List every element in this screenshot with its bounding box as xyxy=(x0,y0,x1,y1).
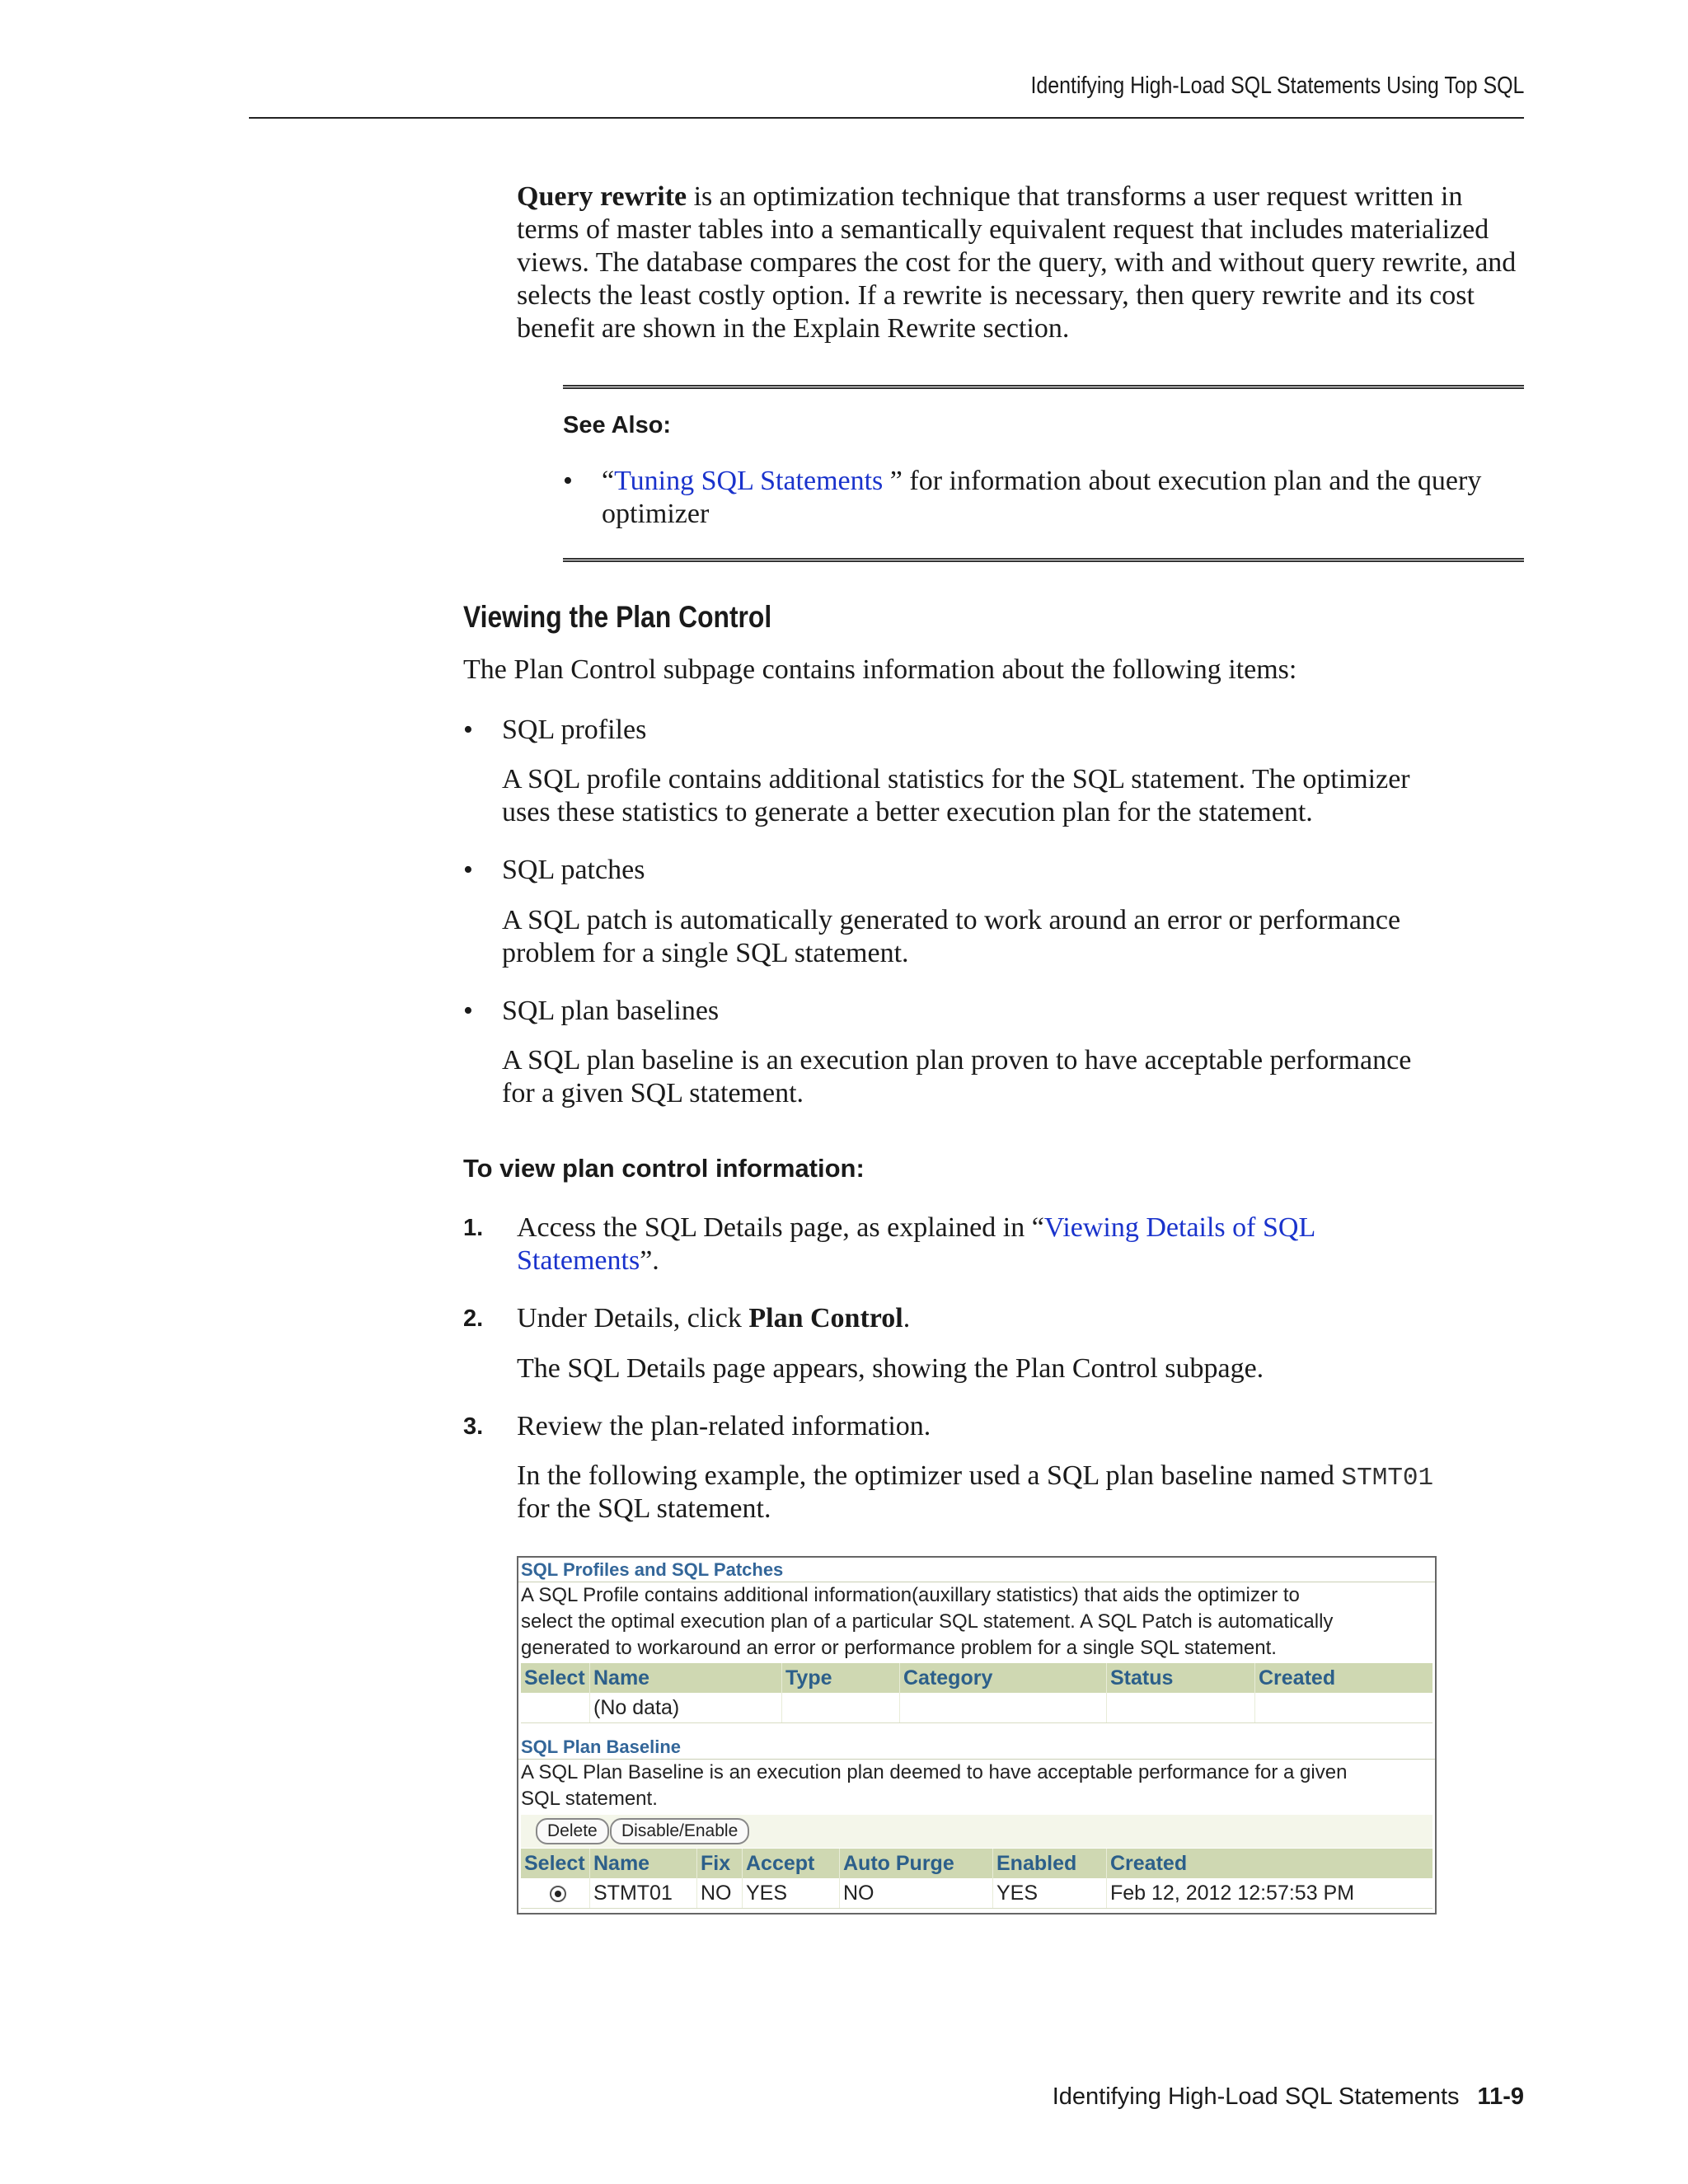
column-header[interactable]: Type xyxy=(782,1663,900,1693)
column-header[interactable]: Fix xyxy=(697,1849,743,1878)
list-item-desc: uses these statistics to generate a better execution plan for the statement. xyxy=(502,797,1313,827)
list-item-label: SQL profiles xyxy=(502,715,647,745)
see-also-desc: ” for information about execution plan and the query optimizer xyxy=(602,466,1482,529)
see-also-item xyxy=(563,465,1519,531)
see-also-title: See Also: xyxy=(563,412,672,438)
code-stmt01: STMT01 xyxy=(1341,1464,1434,1493)
step-2-bold: Plan Control xyxy=(748,1303,903,1333)
profiles-table-header xyxy=(521,1663,1432,1693)
query-rewrite-term: Query rewrite xyxy=(517,181,687,212)
link-tuning-sql-statements[interactable]: Tuning SQL Statements xyxy=(614,466,884,496)
column-header[interactable]: Name xyxy=(590,1663,782,1693)
table-row xyxy=(521,1878,1432,1909)
no-data-cell: (No data) xyxy=(590,1693,782,1722)
delete-button[interactable]: Delete xyxy=(536,1818,609,1844)
see-also-text xyxy=(563,465,1519,531)
table-cell xyxy=(1255,1693,1432,1722)
list-item-desc: problem for a single SQL statement. xyxy=(502,938,909,968)
bullet-icon: • xyxy=(563,466,573,496)
footer-title: Identifying High-Load SQL Statements xyxy=(1052,2083,1460,2110)
profiles-desc-line: select the optimal execution plan of a particular SQL statement. A SQL Patch is automatically xyxy=(521,1610,1334,1633)
query-rewrite-paragraph xyxy=(517,180,1531,345)
table-row xyxy=(521,1693,1432,1723)
column-header[interactable]: Category xyxy=(900,1663,1107,1693)
column-header[interactable]: Name xyxy=(590,1849,697,1878)
step-1-cont xyxy=(517,1244,659,1277)
column-header[interactable]: Auto Purge xyxy=(840,1849,993,1878)
page-number: 11-9 xyxy=(1477,2083,1524,2110)
step-2-result: The SQL Details page appears, showing the Plan Control subpage. xyxy=(517,1353,1264,1384)
link-viewing-details[interactable]: Viewing Details of SQL xyxy=(1043,1212,1316,1243)
step-2-pre: Under Details, click xyxy=(517,1303,749,1333)
list-item-label: SQL patches xyxy=(502,855,645,885)
open-quote: “ xyxy=(602,466,615,496)
column-header[interactable]: Status xyxy=(1107,1663,1255,1693)
select-cell xyxy=(521,1878,590,1908)
profiles-desc xyxy=(521,1582,1428,1661)
column-header[interactable]: Created xyxy=(1259,1666,1336,1690)
section-heading: Viewing the Plan Control xyxy=(463,600,772,634)
baseline-desc-line: A SQL Plan Baseline is an execution plan deemed to have acceptable performance for a given xyxy=(521,1761,1348,1783)
baseline-desc-line: SQL statement. xyxy=(521,1788,658,1810)
step-1-text xyxy=(517,1212,1315,1244)
step-3-example-post: for the SQL statement. xyxy=(517,1493,771,1524)
name-cell: STMT01 xyxy=(590,1878,697,1908)
step-number: 1. xyxy=(463,1215,484,1241)
step-3-text: Review the plan-related information. xyxy=(517,1411,931,1441)
step-1-post: ”. xyxy=(640,1245,659,1276)
column-header[interactable]: Enabled xyxy=(993,1849,1107,1878)
radio-button-selected[interactable] xyxy=(550,1886,566,1902)
section-intro: The Plan Control subpage contains information about the following items: xyxy=(463,654,1297,685)
enabled-cell: YES xyxy=(993,1878,1107,1908)
table-cell xyxy=(900,1693,1107,1722)
disable-enable-button[interactable]: Disable/Enable xyxy=(610,1818,749,1844)
table-cell xyxy=(521,1693,590,1722)
baseline-toolbar xyxy=(521,1815,1432,1848)
see-also-box xyxy=(563,385,1524,562)
bullet-icon: • xyxy=(463,996,473,1026)
step-number: 2. xyxy=(463,1305,484,1332)
list-item-desc: for a given SQL statement. xyxy=(502,1078,804,1108)
table-cell xyxy=(782,1693,900,1722)
column-header[interactable]: Created xyxy=(1110,1852,1188,1875)
list-item-label: SQL plan baselines xyxy=(502,996,720,1026)
header-rule xyxy=(249,117,1524,119)
link-statements[interactable]: Statements xyxy=(517,1245,640,1276)
step-3-example xyxy=(517,1460,1433,1495)
procedure-heading: To view plan control information: xyxy=(463,1154,865,1183)
list-item-desc: A SQL patch is automatically generated to work around an error or performance xyxy=(502,905,1401,935)
baseline-table-header xyxy=(521,1849,1432,1878)
fix-cell: NO xyxy=(697,1878,743,1908)
step-2-text xyxy=(517,1302,910,1335)
accept-cell: YES xyxy=(743,1878,840,1908)
profiles-section-title: SQL Profiles and SQL Patches xyxy=(521,1559,784,1580)
list-item-desc: A SQL profile contains additional statistics for the SQL statement. The optimizer xyxy=(502,764,1410,794)
list-item-desc: A SQL plan baseline is an execution plan proven to have acceptable performance xyxy=(502,1045,1412,1076)
step-1-pre: Access the SQL Details page, as explained in “ xyxy=(517,1212,1044,1243)
profiles-desc-line: generated to workaround an error or performance problem for a single SQL statement. xyxy=(521,1637,1277,1659)
bullet-icon: • xyxy=(463,715,473,745)
step-3-example-pre: In the following example, the optimizer used a SQL plan baseline named xyxy=(517,1460,1342,1491)
query-rewrite-text: is an optimization technique that transforms a user request written in terms of master tables into a semantically equivalent request that includes materialized views. The database compares the cost for the query, with and without query rewrite, and selects the least costly option. If a rewrite is necessary, then query rewrite and its cost benefit are shown in the Explain Rewrite section. xyxy=(517,181,1517,344)
running-footer xyxy=(1053,2083,1524,2111)
plan-control-screenshot xyxy=(517,1556,1437,1915)
step-2-post: . xyxy=(903,1303,911,1333)
bullet-icon: • xyxy=(463,855,473,885)
baseline-desc xyxy=(521,1760,1428,1812)
running-header: Identifying High-Load SQL Statements Using Top SQL xyxy=(1030,73,1524,99)
table-cell xyxy=(1107,1693,1255,1722)
column-header[interactable]: Select xyxy=(521,1663,590,1693)
column-header[interactable]: Accept xyxy=(743,1849,840,1878)
created-cell: Feb 12, 2012 12:57:53 PM xyxy=(1110,1882,1355,1905)
auto-purge-cell: NO xyxy=(840,1878,993,1908)
step-number: 3. xyxy=(463,1413,484,1440)
profiles-desc-line: A SQL Profile contains additional information(auxillary statistics) that aids the optimizer to xyxy=(521,1584,1300,1606)
column-header[interactable]: Select xyxy=(521,1849,590,1878)
baseline-section-title: SQL Plan Baseline xyxy=(521,1736,682,1757)
